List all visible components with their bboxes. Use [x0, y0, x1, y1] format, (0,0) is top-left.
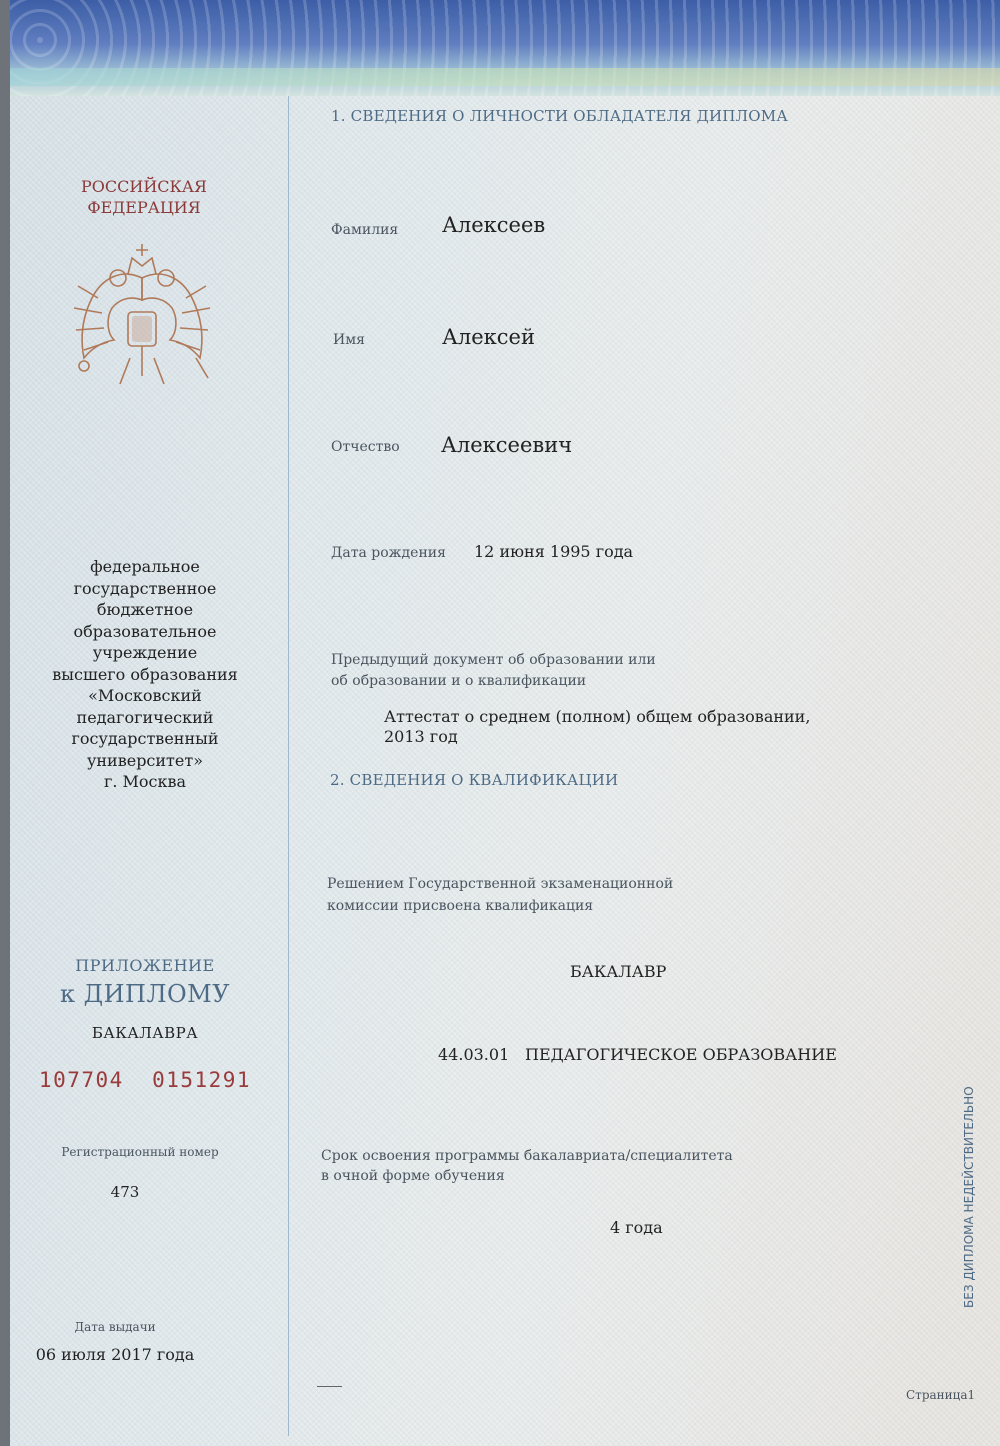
- name-value: Алексей: [442, 325, 535, 349]
- page-footer: [906, 1388, 975, 1402]
- institution-line: г. Москва: [103, 772, 187, 791]
- duration-label-1: Срок освоения программы бакалавриата/специалитета: [321, 1148, 733, 1164]
- program-code: 44.03.01: [438, 1045, 510, 1064]
- name-label: Имя: [333, 332, 365, 348]
- institution-line: федеральное: [90, 557, 200, 576]
- section-1-heading: 1. СВЕДЕНИЯ О ЛИЧНОСТИ ОБЛАДАТЕЛЯ ДИПЛОМА: [331, 107, 788, 125]
- birthdate-label: Дата рождения: [331, 545, 446, 561]
- program-name: ПЕДАГОГИЧЕСКОЕ ОБРАЗОВАНИЕ: [525, 1045, 837, 1064]
- prev-doc-label-2: об образовании и о квалификации: [331, 673, 587, 689]
- prev-doc-label-1: Предыдущий документ об образовании или: [331, 652, 656, 668]
- issue-date: 06 июля 2017 года: [35, 1345, 195, 1364]
- prev-doc-value-1: Аттестат о среднем (полном) общем образовании,: [384, 707, 811, 726]
- serial-number: 107704 0151291: [38, 1068, 252, 1092]
- decision-line-2: комиссии присвоена квалификация: [327, 898, 594, 914]
- country-name: [66, 176, 222, 218]
- validity-note: БЕЗ ДИПЛОМА НЕДЕЙСТВИТЕЛЬНО: [962, 1086, 976, 1309]
- annex-title-line-2: к ДИПЛОМУ: [59, 980, 231, 1008]
- institution-line: «Московский: [88, 686, 202, 705]
- institution-name: [25, 556, 265, 793]
- column-divider: [288, 96, 289, 1436]
- duration-label-2: в очной форме обучения: [321, 1168, 505, 1184]
- bottom-rule: [317, 1386, 342, 1387]
- patronymic-value: Алексеевич: [441, 433, 573, 457]
- page-number: 1: [967, 1388, 976, 1402]
- surname-label: Фамилия: [331, 222, 399, 238]
- section-2-heading: 2. СВЕДЕНИЯ О КВАЛИФИКАЦИИ: [330, 771, 619, 789]
- issue-date-label: Дата выдачи: [74, 1320, 156, 1334]
- institution-line: государственный: [71, 729, 219, 748]
- institution-line: высшего образования: [52, 664, 238, 684]
- qualification-value: БАКАЛАВР: [570, 962, 667, 981]
- page-label: Страница: [906, 1388, 968, 1402]
- institution-line: государственное бюджетное: [73, 578, 217, 619]
- country-line-1: РОССИЙСКАЯ: [81, 177, 207, 196]
- registration-label: Регистрационный номер: [61, 1145, 219, 1159]
- country-line-2: ФЕДЕРАЦИЯ: [87, 198, 201, 217]
- patronymic-label: Отчество: [331, 439, 400, 455]
- institution-line: университет»: [86, 750, 204, 770]
- russian-coat-of-arms-icon: [62, 238, 222, 402]
- institution-line: образовательное учреждение: [73, 621, 217, 662]
- birthdate-value: 12 июня 1995 года: [474, 542, 634, 561]
- surname-value: Алексеев: [442, 213, 546, 237]
- duration-value: 4 года: [610, 1218, 663, 1237]
- decision-line-1: Решением Государственной экзаменационной: [327, 876, 674, 892]
- institution-line: педагогический: [76, 707, 214, 727]
- registration-number: 473: [110, 1183, 140, 1201]
- annex-title-line-3: БАКАЛАВРА: [91, 1024, 199, 1042]
- security-band: [10, 0, 1000, 96]
- annex-title-line-1: ПРИЛОЖЕНИЕ: [75, 956, 215, 975]
- page-edge: [0, 0, 10, 1446]
- prev-doc-value-2: 2013 год: [384, 727, 458, 746]
